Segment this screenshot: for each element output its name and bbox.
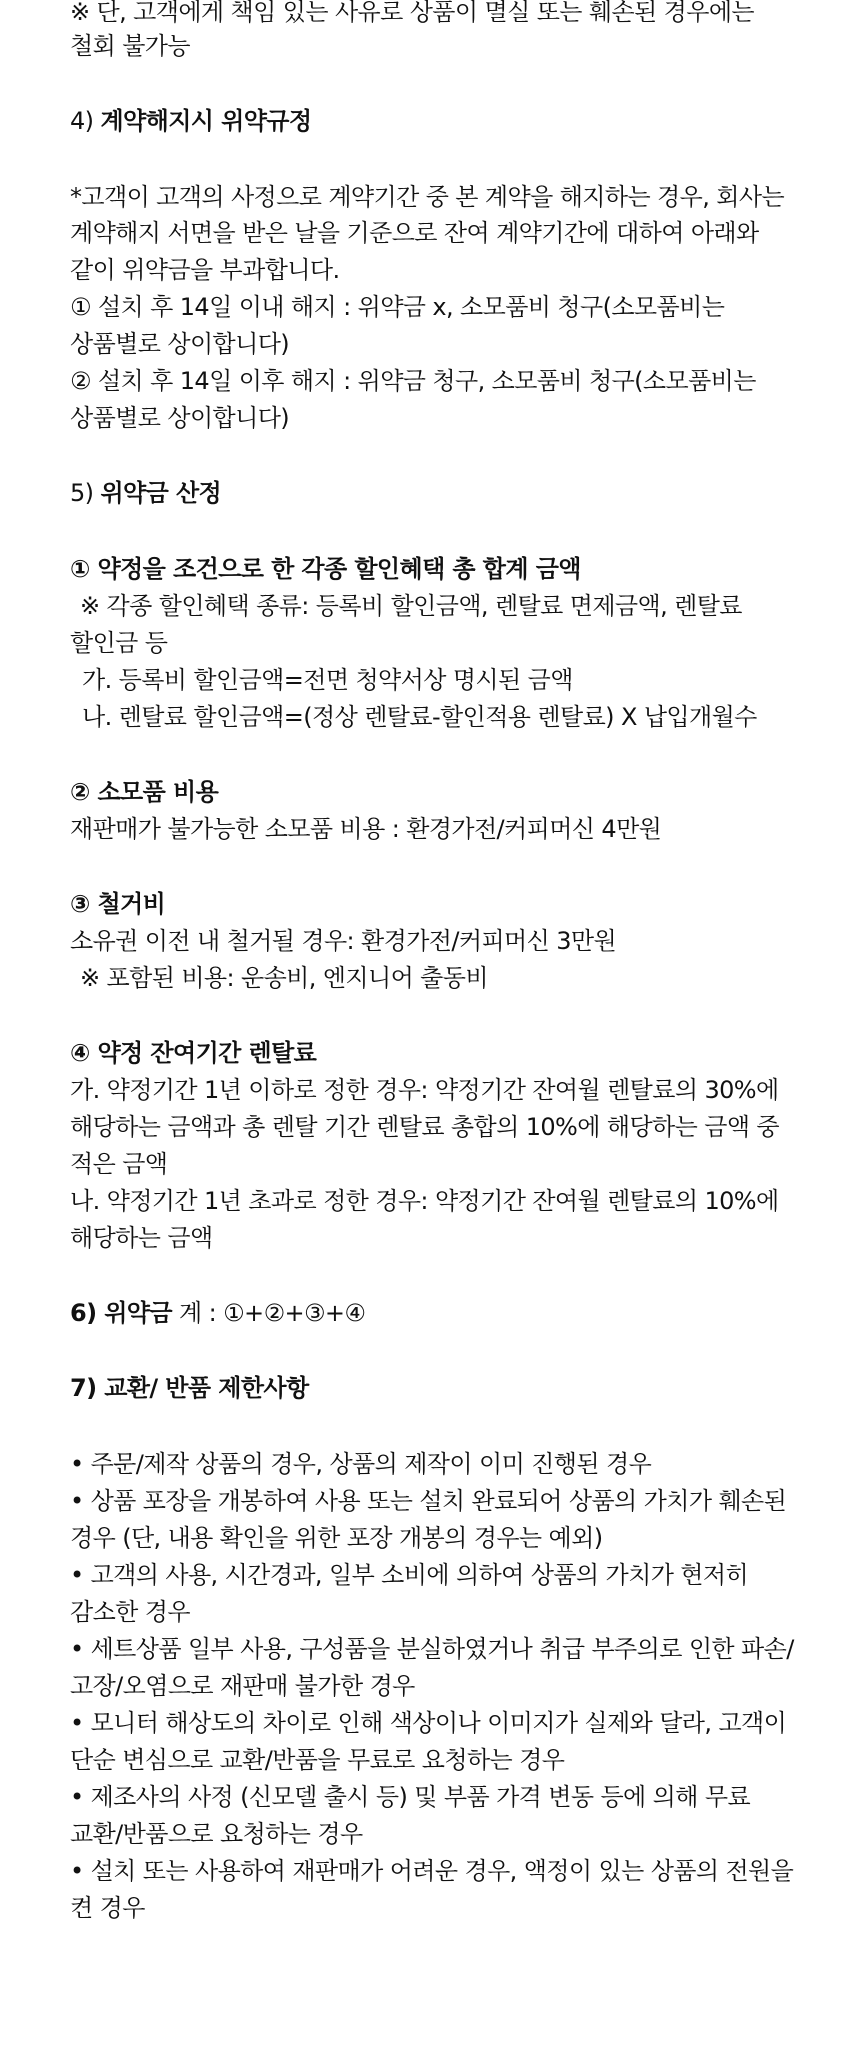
subsection-3-note: ※ 포함된 비용: 운송비, 엔지니어 출동비: [80, 964, 488, 992]
section-4-item-line: ② 설치 후 14일 이후 해지 : 위약금 청구, 소모품비 청구(소모품비는: [70, 367, 756, 395]
section-5-title: 위약금 산정: [100, 479, 222, 507]
subsection-3-line: 소유권 이전 내 철거될 경우: 환경가전/커피머신 3만원: [70, 927, 617, 955]
restriction-line: 경우 (단, 내용 확인을 위한 포장 개봉의 경우는 예외): [70, 1524, 603, 1552]
section-4-paragraph-line: 같이 위약금을 부과합니다.: [70, 256, 340, 284]
restriction-line: • 모니터 해상도의 차이로 인해 색상이나 이미지가 실제와 달라, 고객이: [70, 1709, 787, 1737]
restriction-line: 단순 변심으로 교환/반품을 무료로 요청하는 경우: [70, 1746, 565, 1774]
section-6-formula: 계 : ①+②+③+④: [171, 1299, 366, 1327]
section-4-item-line: 상품별로 상이합니다): [70, 404, 290, 432]
subsection-2-title: ② 소모품 비용: [70, 778, 219, 806]
section-4-paragraph-line: *고객이 고객의 사정으로 계약기간 중 본 계약을 해지하는 경우, 회사는: [70, 183, 785, 211]
subsection-1-title: ① 약정을 조건으로 한 각종 할인혜택 총 합계 금액: [70, 555, 581, 583]
withdrawal-note-line: ※ 단, 고객에게 책임 있는 사유로 상품이 멸실 또는 훼손된 경우에는: [70, 0, 755, 26]
subsection-3-title: ③ 철거비: [70, 890, 166, 918]
subsection-4-line: 가. 약정기간 1년 이하로 정한 경우: 약정기간 잔여월 렌탈료의 30%에: [70, 1076, 779, 1104]
section-5-number: 5): [70, 479, 101, 507]
section-7-title: 7) 교환/ 반품 제한사항: [70, 1374, 309, 1402]
subsection-1-item-a: 가. 등록비 할인금액=전면 청약서상 명시된 금액: [82, 666, 573, 694]
subsection-4-line: 해당하는 금액과 총 렌탈 기간 렌탈료 총합의 10%에 해당하는 금액 중: [70, 1113, 780, 1141]
subsection-4-line: 해당하는 금액: [70, 1224, 213, 1252]
restriction-line: • 세트상품 일부 사용, 구성품을 분실하였거나 취급 부주의로 인한 파손/: [70, 1635, 794, 1663]
subsection-1-note-line: ※ 각종 할인혜택 종류: 등록비 할인금액, 렌탈료 면제금액, 렌탈료: [80, 592, 742, 620]
restriction-line: 켠 경우: [70, 1894, 145, 1922]
section-6-heading: [70, 1295, 365, 1331]
restriction-line: 고장/오염으로 재판매 불가한 경우: [70, 1672, 415, 1700]
section-4-heading: [70, 103, 311, 139]
withdrawal-note-line: 철회 불가능: [70, 32, 190, 60]
subsection-4-line: 나. 약정기간 1년 초과로 정한 경우: 약정기간 잔여월 렌탈료의 10%에: [70, 1187, 779, 1215]
restriction-line: 교환/반품으로 요청하는 경우: [70, 1820, 363, 1848]
section-4-paragraph-line: 계약해지 서면을 받은 날을 기준으로 잔여 계약기간에 대하여 아래와: [70, 219, 759, 247]
subsection-1-item-b: 나. 렌탈료 할인금액=(정상 렌탈료-할인적용 렌탈료) X 납입개월수: [82, 703, 757, 731]
subsection-4-line: 적은 금액: [70, 1150, 168, 1178]
section-4-title: 계약해지시 위약규정: [100, 107, 312, 135]
section-6-title: 6) 위약금: [70, 1299, 172, 1327]
section-4-number: 4): [70, 107, 101, 135]
restriction-line: • 제조사의 사정 (신모델 출시 등) 및 부품 가격 변동 등에 의해 무료: [70, 1783, 751, 1811]
restriction-line: • 주문/제작 상품의 경우, 상품의 제작이 이미 진행된 경우: [70, 1450, 652, 1478]
subsection-4-title: ④ 약정 잔여기간 렌탈료: [70, 1039, 317, 1067]
subsection-1-note-line: 할인금 등: [70, 629, 168, 657]
section-5-heading: [70, 475, 221, 511]
restriction-line: • 고객의 사용, 시간경과, 일부 소비에 의하여 상품의 가치가 현저히: [70, 1561, 749, 1589]
restriction-line: • 설치 또는 사용하여 재판매가 어려운 경우, 액정이 있는 상품의 전원을: [70, 1857, 794, 1885]
subsection-2-line: 재판매가 불가능한 소모품 비용 : 환경가전/커피머신 4만원: [70, 815, 662, 843]
restriction-line: 감소한 경우: [70, 1598, 190, 1626]
section-4-item-line: ① 설치 후 14일 이내 해지 : 위약금 x, 소모품비 청구(소모품비는: [70, 293, 725, 321]
section-4-item-line: 상품별로 상이합니다): [70, 330, 290, 358]
restriction-line: • 상품 포장을 개봉하여 사용 또는 설치 완료되어 상품의 가치가 훼손된: [70, 1487, 787, 1515]
